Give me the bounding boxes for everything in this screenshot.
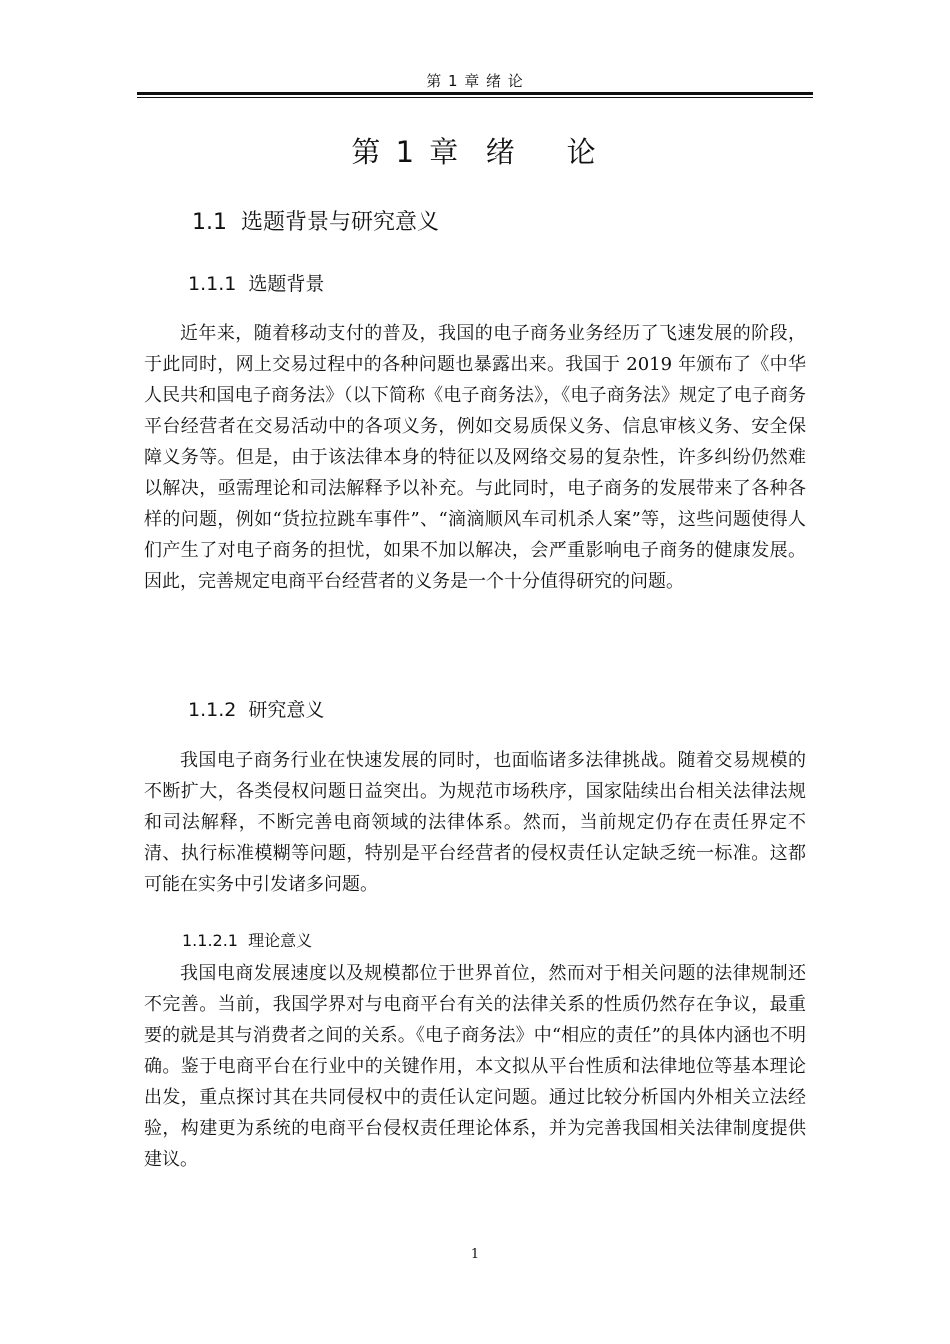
page-number: 1 <box>470 1247 480 1262</box>
section-heading-1-1-2-1: 1.1.2.1 理论意义 <box>182 931 313 950</box>
running-header: 第 1 章 绪 论 <box>426 72 524 90</box>
header-rule-thick <box>137 92 813 95</box>
chapter-title: 第 1 章 绪 论 <box>351 135 599 169</box>
paragraph-significance: 我国电子商务行业在快速发展的同时，也面临诸多法律挑战。随着交易规模的不断扩大，各类侵权问题日益突出。为规范市场秩序，国家陆续出台相关法律法规和司法解释，不断完善电商领域的法律体系。然而，当前规定仍存在责任界定不清、执行标准模糊等问题，特别是平台经营者的侵权责任认定缺乏统一标准。这都可能在实务中引发诸多问题。 <box>144 750 806 895</box>
paragraph-background: 近年来，随着移动支付的普及，我国的电子商务业务经历了飞速发展的阶段，于此同时，网上交易过程中的各种问题也暴露出来。我国于 2019 年颁布了《中华人民共和国电子商务法》（以下简称《电子商务法》，《电子商务法》规定了电子商务平台经营者在交易活动中的各项义务，例如交易质保义务、信息审核义务、安全保障义务等。但是，由于该法律本身的特征以及网络交易的复杂性，许多纠纷仍然难以解决，亟需理论和司法解释予以补充。与此同时，电子商务的发展带来了各种各样的问题，例如“货拉拉跳车事件”、“滴滴顺风车司机杀人案”等，这些问题使得人们产生了对电子商务的担忧，如果不加以解决，会严重影响电子商务的健康发展。因此，完善规定电商平台经营者的义务是一个十分值得研究的问题。 <box>144 323 806 592</box>
paragraph-theoretical-significance: 我国电商发展速度以及规模都位于世界首位，然而对于相关问题的法律规制还不完善。当前，我国学界对与电商平台有关的法律关系的性质仍然存在争议，最重要的就是其与消费者之间的关系。《电子商务法》中“相应的责任”的具体内涵也不明确。鉴于电商平台在行业中的关键作用，本文拟从平台性质和法律地位等基本理论出发，重点探讨其在共同侵权中的责任认定问题。通过比较分析国内外相关立法经验，构建更为系统的电商平台侵权责任理论体系，并为完善我国相关法律制度提供建议。 <box>144 963 806 1170</box>
section-heading-1-1-2: 1.1.2 研究意义 <box>188 699 325 721</box>
header-rule-thin <box>137 97 813 98</box>
section-heading-1-1: 1.1 选题背景与研究意义 <box>192 210 439 235</box>
section-heading-1-1-1: 1.1.1 选题背景 <box>188 273 325 295</box>
